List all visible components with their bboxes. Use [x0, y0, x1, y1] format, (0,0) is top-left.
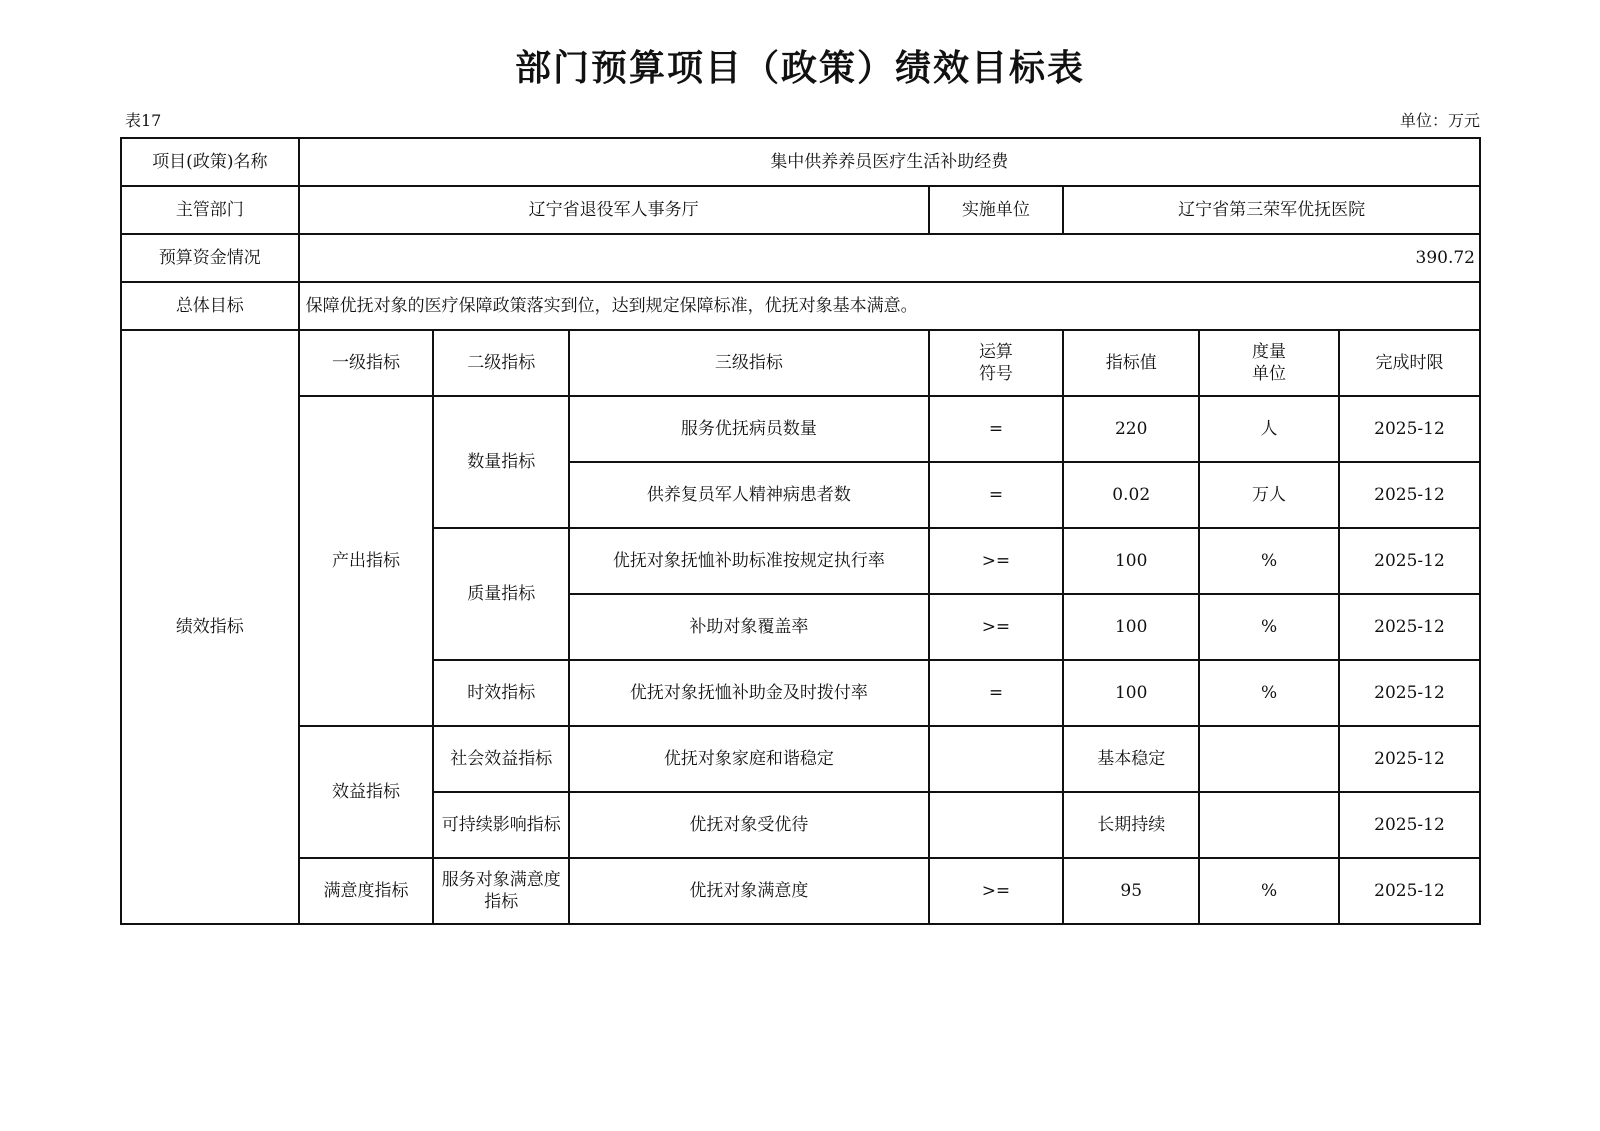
- indicator-deadline: 2025-12: [1339, 594, 1480, 660]
- indicator-op: >=: [929, 594, 1064, 660]
- indicator-unit: %: [1199, 858, 1339, 924]
- budget-value: 390.72: [299, 234, 1480, 282]
- indicator-unit: %: [1199, 528, 1339, 594]
- indicator-value: 基本稳定: [1063, 726, 1199, 792]
- dept-label: 主管部门: [121, 186, 299, 234]
- performance-table: [120, 137, 1481, 925]
- indicator-name: 优抚对象抚恤补助金及时拨付率: [569, 660, 928, 726]
- indicator-unit: 人: [1199, 396, 1339, 462]
- indicator-unit: %: [1199, 594, 1339, 660]
- table-row: [121, 858, 1480, 924]
- indicator-deadline: 2025-12: [1339, 858, 1480, 924]
- indicator-op: =: [929, 462, 1064, 528]
- indicator-unit: %: [1199, 660, 1339, 726]
- impl-label: 实施单位: [929, 186, 1064, 234]
- perf-label: 绩效指标: [121, 330, 299, 924]
- project-name-label: 项目(政策)名称: [121, 138, 299, 186]
- header-row: [121, 330, 1480, 396]
- goal-row: [121, 282, 1480, 330]
- indicator-name: 服务优抚病员数量: [569, 396, 928, 462]
- indicator-value: 长期持续: [1063, 792, 1199, 858]
- header-level3: 三级指标: [569, 330, 928, 396]
- department-row: [121, 186, 1480, 234]
- indicator-name: 补助对象覆盖率: [569, 594, 928, 660]
- table-row: [121, 396, 1480, 462]
- indicator-deadline: 2025-12: [1339, 396, 1480, 462]
- indicator-deadline: 2025-12: [1339, 528, 1480, 594]
- indicator-deadline: 2025-12: [1339, 792, 1480, 858]
- project-name-value: 集中供养养员医疗生活补助经费: [299, 138, 1480, 186]
- indicator-deadline: 2025-12: [1339, 462, 1480, 528]
- page-title: 部门预算项目（政策）绩效目标表: [514, 48, 1085, 89]
- indicator-op: [929, 726, 1064, 792]
- group-service-satisfaction: 服务对象满意度指标: [433, 858, 569, 924]
- group-satisfaction: 满意度指标: [299, 858, 434, 924]
- group-timeliness: 时效指标: [433, 660, 569, 726]
- header-level1: 一级指标: [299, 330, 434, 396]
- budget-label: 预算资金情况: [121, 234, 299, 282]
- indicator-op: [929, 792, 1064, 858]
- dept-value: 辽宁省退役军人事务厅: [299, 186, 929, 234]
- indicator-value: 100: [1063, 660, 1199, 726]
- goal-label: 总体目标: [121, 282, 299, 330]
- goal-value: 保障优抚对象的医疗保障政策落实到位，达到规定保障标准，优抚对象基本满意。: [299, 282, 1480, 330]
- indicator-name: 供养复员军人精神病患者数: [569, 462, 928, 528]
- indicator-op: >=: [929, 528, 1064, 594]
- group-social: 社会效益指标: [433, 726, 569, 792]
- indicator-deadline: 2025-12: [1339, 726, 1480, 792]
- indicator-op: =: [929, 660, 1064, 726]
- indicator-name: 优抚对象受优待: [569, 792, 928, 858]
- group-quantity: 数量指标: [433, 396, 569, 528]
- group-quality: 质量指标: [433, 528, 569, 660]
- indicator-op: =: [929, 396, 1064, 462]
- indicator-name: 优抚对象抚恤补助标准按规定执行率: [569, 528, 928, 594]
- indicator-value: 95: [1063, 858, 1199, 924]
- indicator-name: 优抚对象家庭和谐稳定: [569, 726, 928, 792]
- indicator-value: 100: [1063, 594, 1199, 660]
- indicator-value: 220: [1063, 396, 1199, 462]
- header-level2: 二级指标: [433, 330, 569, 396]
- table-number: 表17: [125, 111, 162, 130]
- indicator-name: 优抚对象满意度: [569, 858, 928, 924]
- indicator-unit: [1199, 726, 1339, 792]
- indicator-op: >=: [929, 858, 1064, 924]
- impl-value: 辽宁省第三荣军优抚医院: [1063, 186, 1480, 234]
- unit-label: 单位：万元: [1399, 111, 1480, 130]
- table-row: [121, 726, 1480, 792]
- indicator-unit: 万人: [1199, 462, 1339, 528]
- indicator-value: 0.02: [1063, 462, 1199, 528]
- indicator-deadline: 2025-12: [1339, 660, 1480, 726]
- budget-row: [121, 234, 1480, 282]
- group-sustain: 可持续影响指标: [433, 792, 569, 858]
- group-benefit: 效益指标: [299, 726, 434, 858]
- indicator-unit: [1199, 792, 1339, 858]
- header-unit: 度量单位: [1199, 330, 1339, 396]
- header-op: 运算符号: [929, 330, 1064, 396]
- header-deadline: 完成时限: [1339, 330, 1480, 396]
- indicator-value: 100: [1063, 528, 1199, 594]
- header-value: 指标值: [1063, 330, 1199, 396]
- group-output: 产出指标: [299, 396, 434, 726]
- project-name-row: [121, 138, 1480, 186]
